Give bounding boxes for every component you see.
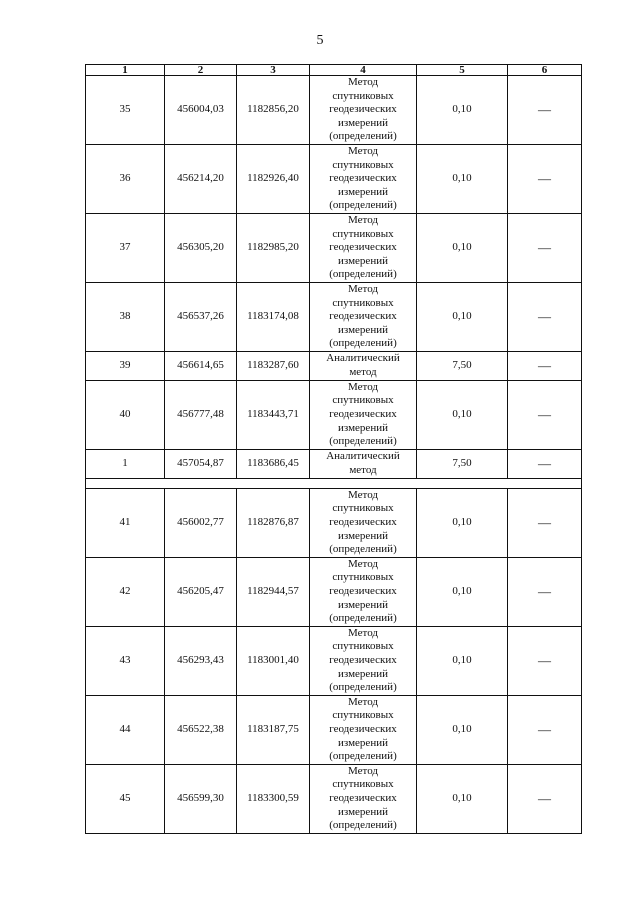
coordinates-table (85, 64, 582, 834)
note-cell: — (508, 380, 582, 449)
y-coordinate-cell: 1183443,71 (237, 380, 310, 449)
method-line: спутниковых (332, 640, 394, 653)
point-number-cell: 39 (86, 351, 165, 380)
method-line: (определений) (329, 268, 397, 281)
table-row (86, 557, 582, 626)
method-cell (310, 380, 417, 449)
method-line: геодезических (329, 516, 397, 529)
method-line: измерений (338, 421, 388, 434)
method-line: геодезических (329, 585, 397, 597)
y-coordinate-cell: 1183300,59 (237, 764, 310, 833)
point-number-cell: 35 (86, 76, 165, 145)
method-line: спутниковых (332, 709, 394, 722)
method-line: (определений) (329, 337, 397, 350)
note-cell: — (508, 695, 582, 764)
method-line: (определений) (329, 543, 397, 556)
method-line: измерений (338, 529, 388, 542)
note-cell: — (508, 213, 582, 282)
x-coordinate-cell: 456537,26 (165, 282, 237, 351)
x-coordinate-cell: 457054,87 (165, 449, 237, 478)
method-cell (310, 449, 417, 478)
accuracy-cell: 0,10 (417, 764, 508, 833)
method-line: метод (349, 365, 377, 378)
header-cell: 5 (417, 65, 508, 76)
table-row (86, 144, 582, 213)
method-line: геодезических (329, 103, 397, 116)
note-cell: — (508, 764, 582, 833)
table-row (86, 626, 582, 695)
table-row (86, 764, 582, 833)
method-line: геодезических (329, 241, 397, 254)
table-row (86, 449, 582, 478)
method-line: спутниковых (332, 227, 394, 240)
note-cell: — (508, 144, 582, 213)
method-line: Метод (348, 764, 378, 777)
table-row (86, 488, 582, 557)
accuracy-cell: 0,10 (417, 626, 508, 695)
method-line: спутниковых (332, 296, 394, 309)
method-cell (310, 764, 417, 833)
method-line: измерений (338, 736, 388, 749)
method-line: (определений) (329, 681, 397, 694)
method-line: геодезических (329, 408, 397, 421)
point-number-cell: 37 (86, 213, 165, 282)
point-number-cell: 43 (86, 626, 165, 695)
method-line: метод (349, 463, 377, 476)
y-coordinate-cell: 1183187,75 (237, 695, 310, 764)
note-cell: — (508, 282, 582, 351)
method-line: геодезических (329, 722, 397, 735)
note-cell: — (508, 351, 582, 380)
method-line: Аналитический (326, 450, 400, 463)
method-cell (310, 282, 417, 351)
accuracy-cell: 7,50 (417, 449, 508, 478)
x-coordinate-cell: 456614,65 (165, 351, 237, 380)
separator-row (86, 478, 582, 488)
method-line: Метод (348, 488, 378, 501)
method-line: геодезических (329, 653, 397, 666)
method-cell (310, 351, 417, 380)
method-cell (310, 144, 417, 213)
method-cell (310, 695, 417, 764)
accuracy-cell: 0,10 (417, 213, 508, 282)
method-line: измерений (338, 667, 388, 680)
separator-cell (86, 478, 582, 488)
method-line: измерений (338, 805, 388, 818)
x-coordinate-cell: 456305,20 (165, 213, 237, 282)
method-cell (310, 488, 417, 557)
accuracy-cell: 0,10 (417, 282, 508, 351)
table-row (86, 351, 582, 380)
accuracy-cell: 0,10 (417, 380, 508, 449)
accuracy-cell: 0,10 (417, 695, 508, 764)
accuracy-cell: 0,10 (417, 488, 508, 557)
method-line: спутниковых (332, 89, 394, 102)
header-cell: 4 (310, 65, 417, 76)
note-cell: — (508, 557, 582, 626)
x-coordinate-cell: 456522,38 (165, 695, 237, 764)
y-coordinate-cell: 1183174,08 (237, 282, 310, 351)
method-line: Метод (348, 557, 378, 570)
method-line: измерений (338, 116, 388, 129)
x-coordinate-cell: 456002,77 (165, 488, 237, 557)
method-line: измерений (338, 598, 388, 611)
method-line: Метод (348, 144, 378, 157)
point-number-cell: 44 (86, 695, 165, 764)
method-line: спутниковых (332, 778, 394, 791)
y-coordinate-cell: 1182876,87 (237, 488, 310, 557)
point-number-cell: 45 (86, 764, 165, 833)
y-coordinate-cell: 1182944,57 (237, 557, 310, 626)
y-coordinate-cell: 1182926,40 (237, 144, 310, 213)
x-coordinate-cell: 456777,48 (165, 380, 237, 449)
method-line: измерений (338, 323, 388, 336)
y-coordinate-cell: 1182985,20 (237, 213, 310, 282)
header-cell: 6 (508, 65, 582, 76)
point-number-cell: 41 (86, 488, 165, 557)
x-coordinate-cell: 456205,47 (165, 557, 237, 626)
method-line: геодезических (329, 310, 397, 323)
method-line: измерений (338, 254, 388, 267)
accuracy-cell: 0,10 (417, 557, 508, 626)
accuracy-cell: 0,10 (417, 76, 508, 145)
note-cell: — (508, 488, 582, 557)
method-cell (310, 557, 417, 626)
method-cell (310, 626, 417, 695)
point-number-cell: 36 (86, 144, 165, 213)
note-cell: — (508, 449, 582, 478)
method-line: спутниковых (332, 502, 394, 515)
point-number-cell: 40 (86, 380, 165, 449)
page-number: 5 (316, 33, 324, 48)
note-cell: — (508, 626, 582, 695)
header-cell: 2 (165, 65, 237, 76)
method-line: (определений) (329, 612, 397, 625)
note-cell: — (508, 76, 582, 145)
method-line: спутниковых (332, 394, 394, 407)
table-row (86, 282, 582, 351)
method-line: (определений) (329, 130, 397, 143)
method-line: Метод (348, 695, 378, 708)
method-line: геодезических (329, 791, 397, 804)
method-line: Метод (348, 282, 378, 295)
method-line: Аналитический (326, 352, 400, 365)
method-line: измерений (338, 185, 388, 198)
y-coordinate-cell: 1182856,20 (237, 76, 310, 145)
table-row (86, 380, 582, 449)
y-coordinate-cell: 1183287,60 (237, 351, 310, 380)
method-line: (определений) (329, 750, 397, 763)
table-body (86, 65, 582, 834)
y-coordinate-cell: 1183001,40 (237, 626, 310, 695)
method-line: Метод (348, 213, 378, 226)
table-row (86, 213, 582, 282)
header-cell: 1 (86, 65, 165, 76)
header-row (86, 65, 582, 76)
header-cell: 3 (237, 65, 310, 76)
accuracy-cell: 0,10 (417, 144, 508, 213)
method-line: (определений) (329, 819, 397, 832)
method-line: (определений) (329, 199, 397, 212)
method-line: Метод (348, 626, 378, 639)
method-line: спутниковых (332, 571, 394, 584)
point-number-cell: 42 (86, 557, 165, 626)
method-line: (определений) (329, 435, 397, 448)
table-row (86, 695, 582, 764)
point-number-cell: 38 (86, 282, 165, 351)
method-line: Метод (348, 76, 378, 88)
point-number-cell: 1 (86, 449, 165, 478)
x-coordinate-cell: 456214,20 (165, 144, 237, 213)
x-coordinate-cell: 456293,43 (165, 626, 237, 695)
x-coordinate-cell: 456004,03 (165, 76, 237, 145)
method-line: геодезических (329, 172, 397, 185)
method-line: спутниковых (332, 158, 394, 171)
x-coordinate-cell: 456599,30 (165, 764, 237, 833)
y-coordinate-cell: 1183686,45 (237, 449, 310, 478)
method-cell (310, 213, 417, 282)
method-line: Метод (348, 380, 378, 393)
table-row (86, 76, 582, 145)
accuracy-cell: 7,50 (417, 351, 508, 380)
method-cell (310, 76, 417, 145)
